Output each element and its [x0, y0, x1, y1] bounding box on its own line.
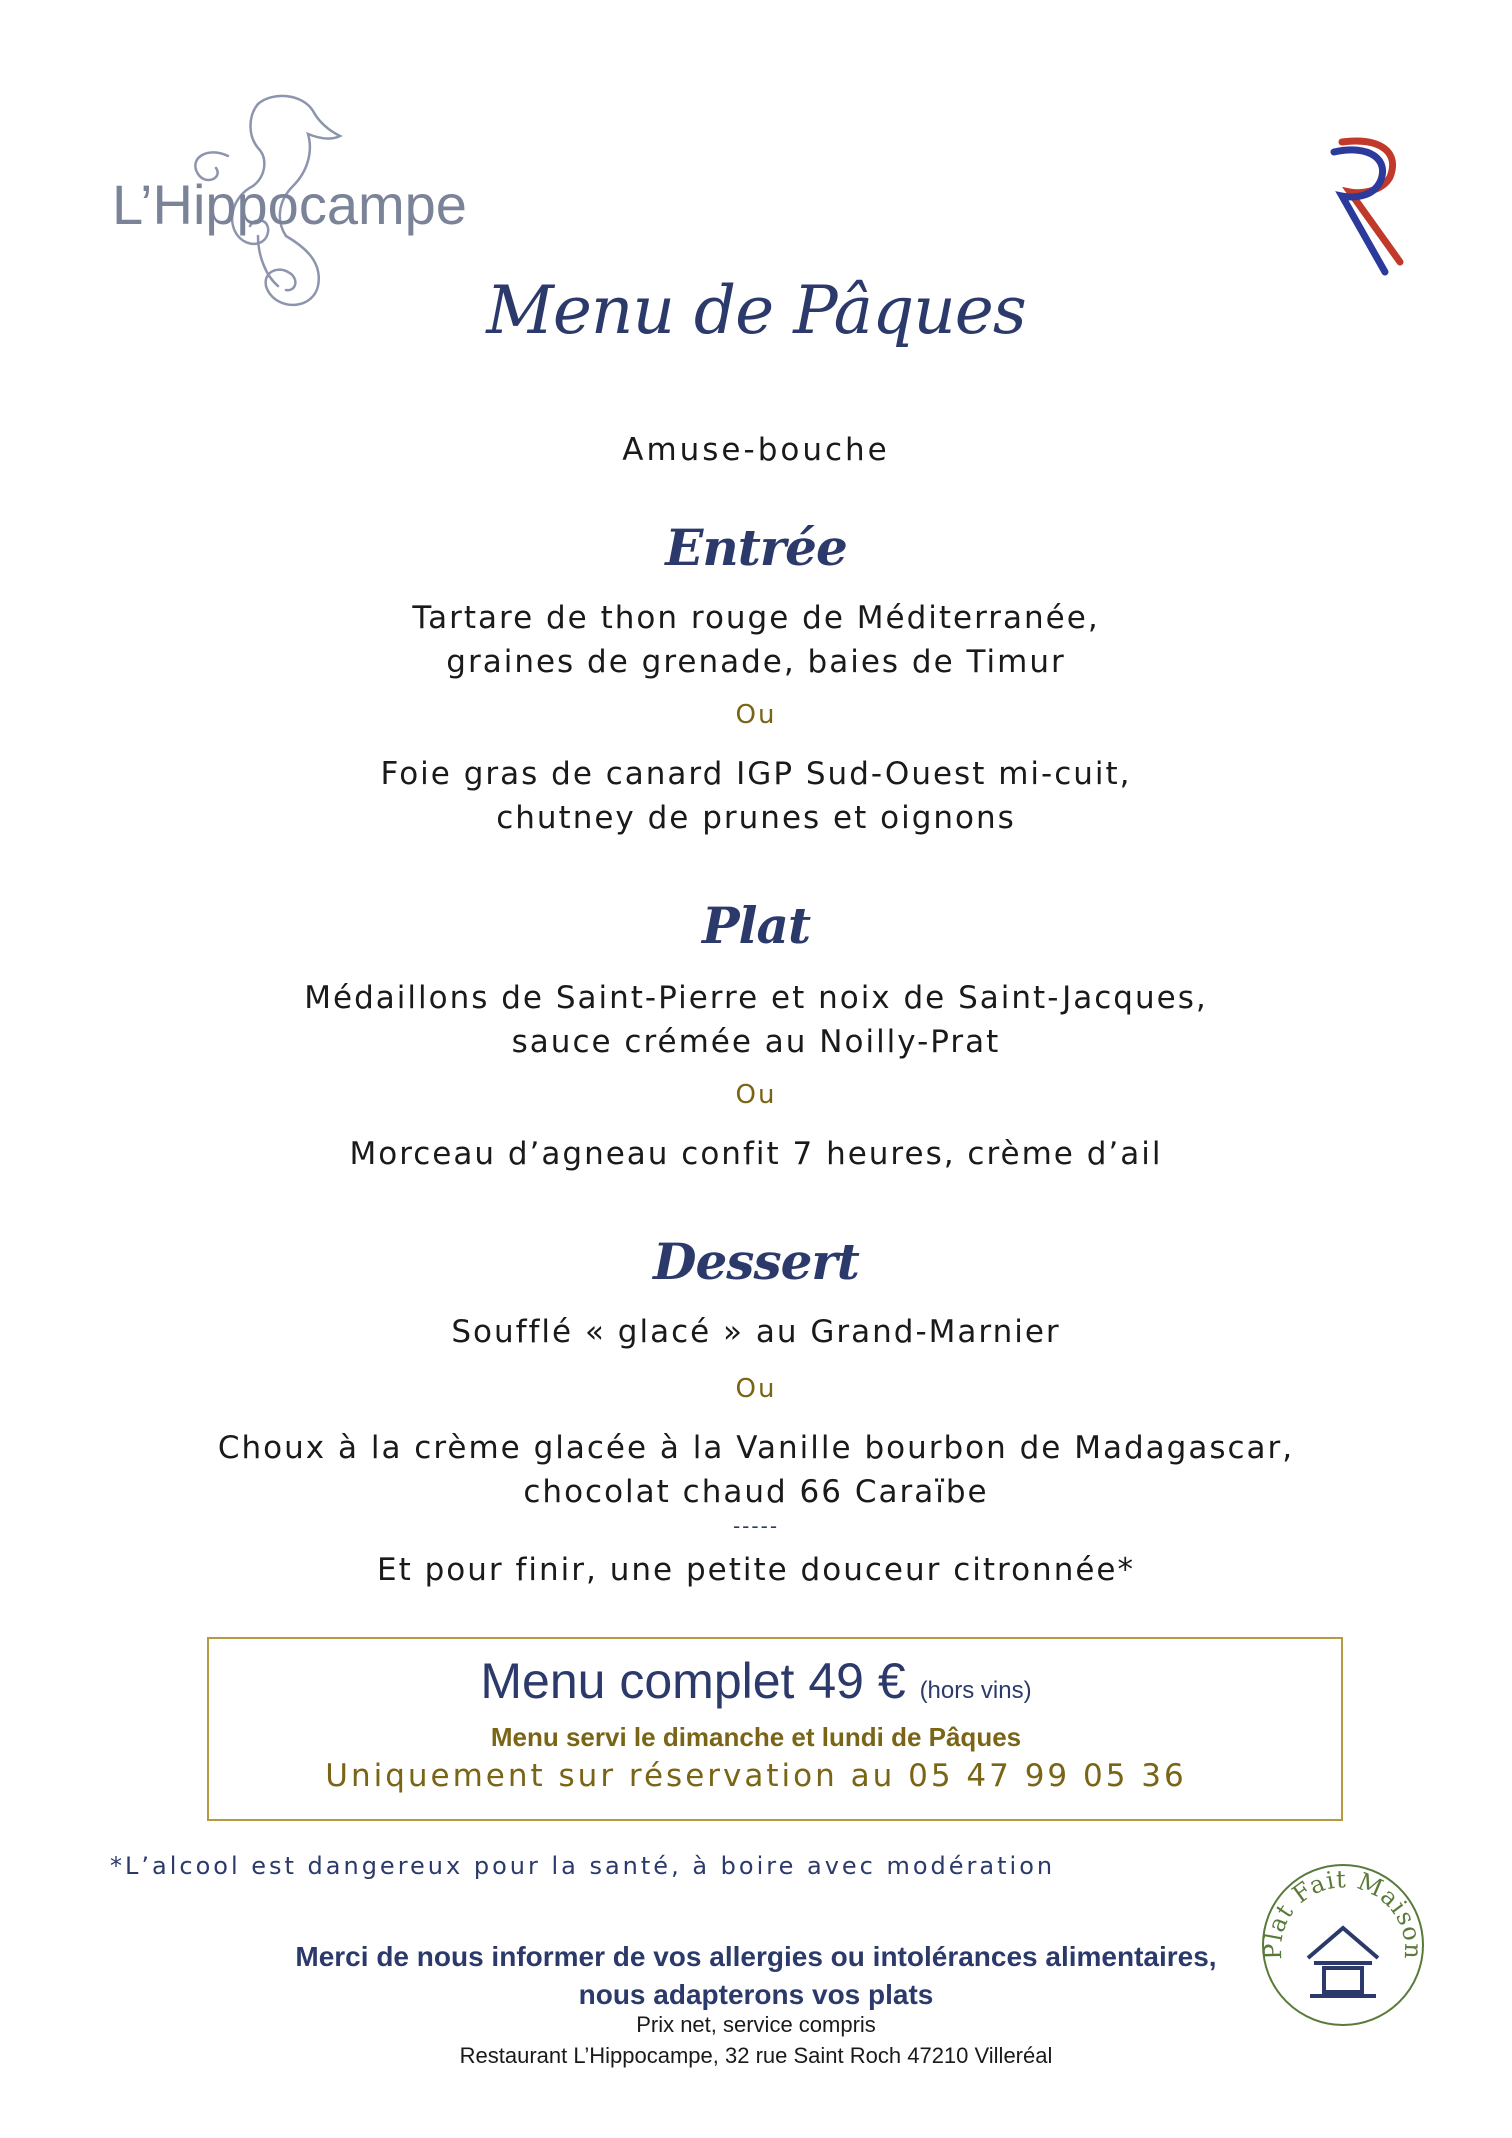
entree-or: Ou [735, 700, 777, 730]
plat-option-2-line-1: Morceau d’agneau confit 7 heures, crème d’ail [349, 1136, 1163, 1172]
amuse-bouche: Amuse-bouche [622, 432, 890, 468]
menu-days: Menu servi le dimanche et lundi de Pâques [490, 1722, 1022, 1752]
plat-option-1-line-2: sauce crémée au Noilly-Prat [511, 1024, 1001, 1060]
price-main [0, 1652, 1512, 1710]
course-heading-dessert: Dessert [653, 1232, 859, 1291]
price-main-text: Menu complet 49 € [480, 1653, 906, 1709]
allergy-line-1: Merci de nous informer de vos allergies ou intolérances alimentaires, [295, 1941, 1217, 1972]
plat-fait-maison-badge [1258, 1860, 1428, 2030]
dessert-option-2-line-2: chocolat chaud 66 Caraïbe [523, 1474, 989, 1510]
dessert-option-2-line-1: Choux à la crème glacée à la Vanille bourbon de Madagascar, [217, 1430, 1295, 1466]
dessert-separator: ----- [732, 1514, 780, 1538]
dessert-option-1-line-1: Soufflé « glacé » au Grand-Marnier [451, 1314, 1061, 1350]
price-note: (hors vins) [919, 1677, 1032, 1704]
dessert-or: Ou [735, 1374, 777, 1404]
plat-option-1-line-1: Médaillons de Saint-Pierre et noix de Saint-Jacques, [304, 980, 1208, 1016]
reservation-line: Uniquement sur réservation au 05 47 99 05 36 [325, 1758, 1187, 1794]
entree-option-2-line-1: Foie gras de canard IGP Sud-Ouest mi-cuit, [380, 756, 1132, 792]
entree-option-1-line-2: graines de grenade, baies de Timur [446, 644, 1066, 680]
price-note-footer: Prix net, service compris [636, 2012, 876, 2037]
r-monogram-icon [1330, 132, 1430, 282]
entree-option-1-line-1: Tartare de thon rouge de Méditerranée, [412, 600, 1100, 636]
finale-line: Et pour finir, une petite douceur citronnée* [377, 1552, 1135, 1588]
restaurant-address: Restaurant L’Hippocampe, 32 rue Saint Roch 47210 Villeréal [459, 2043, 1053, 2068]
plat-or: Ou [735, 1080, 777, 1110]
badge-text: Plat Fait Maison [1258, 1865, 1428, 1961]
logo-text: L’Hippocampe [112, 173, 467, 236]
course-heading-entree: Entrée [665, 518, 847, 577]
course-heading-plat: Plat [701, 896, 811, 955]
entree-option-2-line-2: chutney de prunes et oignons [496, 800, 1016, 836]
page-title: Menu de Pâques [486, 272, 1026, 349]
allergy-line-2: nous adapterons vos plats [578, 1979, 934, 2010]
alcohol-warning: *L’alcool est dangereux pour la santé, à boire avec modération [110, 1852, 1056, 1880]
